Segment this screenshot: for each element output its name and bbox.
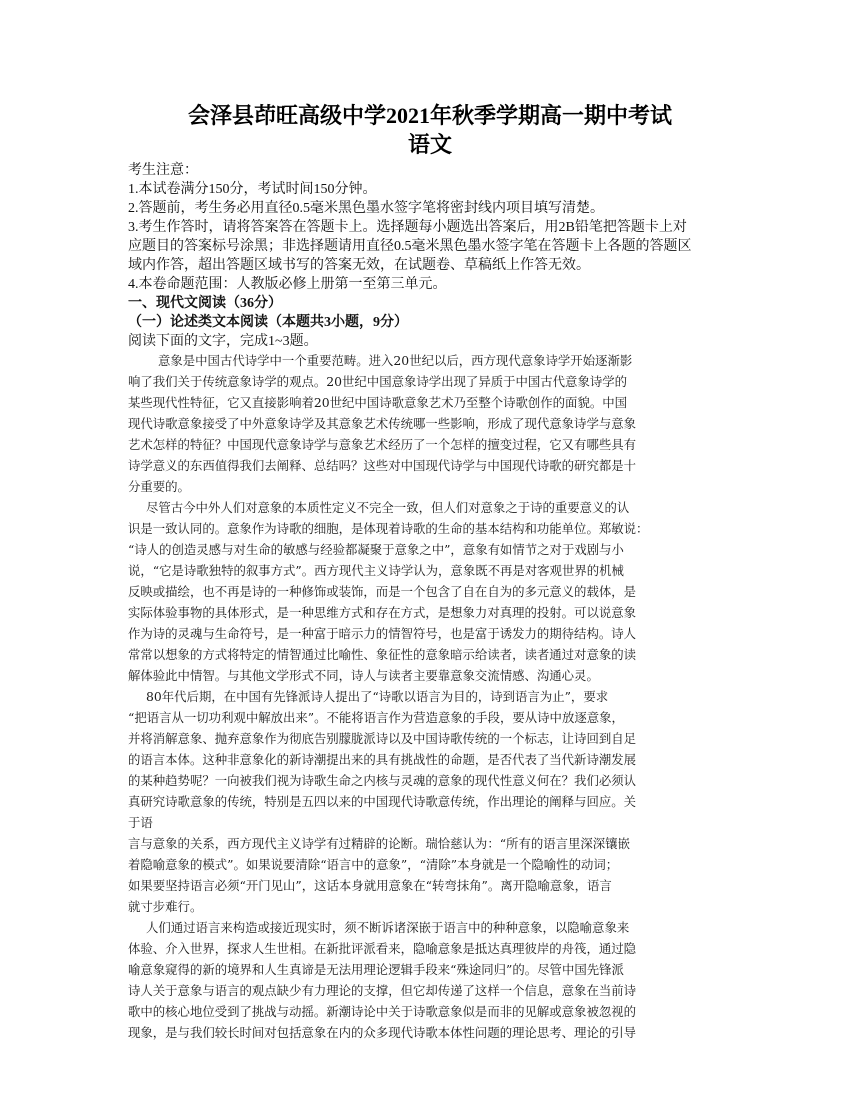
notes-heading: 考生注意：: [128, 163, 198, 178]
passage-line: 现代诗歌意象接受了中外意象诗学及其意象艺术传统哪一些影响，形成了现代意象诗学与意象: [128, 416, 637, 431]
passage-line: 某些现代性特征，它又直接影响着20世纪中国诗歌意象艺术乃至整个诗歌创作的面貌。中国: [128, 395, 628, 410]
subsection-heading: （一）论述类文本阅读（本题共3小题，9分）: [128, 315, 408, 330]
passage-line: “诗人的创造灵感与对生命的敏感与经验都凝聚于意象之中”，意象有如情节之对于戏剧与小: [128, 542, 624, 557]
passage-line: 于语: [128, 815, 153, 830]
note-line: 1.本试卷满分150分，考试时间150分钟。: [128, 182, 377, 197]
passage-line: 解体验此中情智。与其他文学形式不同，诗人与读者主要靠意象交流情感、沟通心灵。: [128, 668, 599, 683]
passage-line: 并将消解意象、抛弃意象作为彻底告别朦胧派诗以及中国诗歌传统的一个标志，让诗回到自足: [128, 731, 637, 746]
passage-line: 作为诗的灵魂与生命符号，是一种富于暗示力的情智符号，也是富于诱发力的期待结构。诗人: [128, 626, 637, 641]
reading-instruction: 阅读下面的文字，完成1~3题。: [128, 334, 318, 349]
exam-title: 会泽县茚旺高级中学2021年秋季学期高一期中考试: [187, 103, 672, 128]
passage-line: 说，“它是诗歌独特的叙事方式”。西方现代主义诗学认为，意象既不再是对客观世界的机械: [128, 563, 624, 578]
passage-line: 尽管古今中外人们对意象的本质性定义不完全一致，但人们对意象之于诗的重要意义的认: [146, 500, 630, 515]
passage-line: 常常以想象的方式将特定的情智通过比喻性、象征性的意象暗示给读者，读者通过对意象的读: [128, 647, 637, 662]
passage-line: 80年代后期，在中国有先锋派诗人提出了“诗歌以语言为目的，诗到语言为止”，要求: [146, 689, 609, 704]
subject-title: 语文: [407, 132, 452, 157]
note-line: 域内作答，超出答题区域书写的答案无效，在试题卷、草稿纸上作答无效。: [128, 258, 590, 273]
passage-line: 就寸步难行。: [128, 899, 203, 914]
passage-line: 意象是中国古代诗学中一个重要范畴。进入20世纪以后，西方现代意象诗学开始逐渐影: [158, 353, 633, 368]
passage-line: 歌中的核心地位受到了挑战与动摇。新潮诗论中关于诗歌意象似是而非的见解或意象被忽视的: [128, 1004, 637, 1019]
passage-line: 言与意象的关系，西方现代主义诗学有过精辟的论断。瑞恰慈认为：“所有的语言里深深镶嵌: [128, 836, 630, 851]
passage-line: 着隐喻意象的模式”。如果说要清除“语言中的意象”，“清除”本身就是一个隐喻性的动词；: [128, 857, 619, 872]
passage-line: 人们通过语言来构造或接近现实时，须不断诉诸深嵌于语言中的种种意象，以隐喻意象来: [146, 920, 630, 935]
note-line: 2.答题前，考生务必用直径0.5毫米黑色墨水签字笔将密封线内项目填写清楚。: [128, 201, 604, 216]
passage-line: 真研究诗歌意象的传统，特别是五四以来的中国现代诗歌意传统，作出理论的阐释与回应。关: [128, 794, 637, 809]
passage-line: 实际体验事物的具体形式，是一种思维方式和存在方式，是想象力对真理的投射。可以说意象: [128, 605, 637, 620]
passage-line: 的某种趋势呢？一向被我们视为诗歌生命之内核与灵魂的意象的现代性意义何在？我们必须认: [128, 773, 637, 788]
passage-line: “把语言从一切功利观中解放出来”。不能将语言作为营造意象的手段，要从诗中放逐意象，: [128, 710, 624, 725]
passage-line: 诗学意义的东西值得我们去阐释、总结吗？这些对中国现代诗学与中国现代诗歌的研究都是十: [128, 458, 637, 473]
passage-line: 体验、介入世界，探求人生世相。在新批评派看来，隐喻意象是抵达真理彼岸的舟筏，通过隐: [128, 941, 637, 956]
section-heading: 一、现代文阅读（36分）: [128, 296, 282, 311]
passage-line: 现象，是与我们较长时间对包括意象在内的众多现代诗歌本体性问题的理论思考、理论的引导: [128, 1025, 637, 1040]
passage-line: 响了我们关于传统意象诗学的观点。20世纪中国意象诗学出现了异质于中国古代意象诗学的: [128, 374, 628, 389]
note-line: 4.本卷命题范围：人教版必修上册第一至第三单元。: [128, 277, 447, 292]
passage-line: 如果要坚持语言必须“开门见山”，这话本身就用意象在“转弯抹角”。离开隐喻意象，语言: [128, 878, 612, 893]
passage-line: 的语言本体。这种非意象化的新诗潮提出来的具有挑战性的命题，是否代表了当代新诗潮发展: [128, 752, 637, 767]
passage-line: 分重要的。: [128, 479, 190, 494]
passage-line: 反映或描绘，也不再是诗的一种修饰或装饰，而是一个包含了自在自为的多元意义的载体，是: [128, 584, 637, 599]
passage-line: 诗人关于意象与语言的观点缺少有力理论的支撑，但它却传递了这样一个信息，意象在当前诗: [128, 983, 637, 998]
passage-line: 识是一致认同的。意象作为诗歌的细胞，是体现着诗歌的生命的基本结构和功能单位。郑敏说：: [128, 521, 649, 536]
note-line: 应题目的答案标号涂黑；非选择题请用直径0.5毫米黑色墨水签字笔在答题卡上各题的答题区: [128, 239, 692, 254]
passage-line: 艺术怎样的特征？中国现代意象诗学与意象艺术经历了一个怎样的擅变过程，它又有哪些具有: [128, 437, 637, 452]
note-line: 3.考生作答时，请将答案答在答题卡上。选择题每小题选出答案后，用2B铅笔把答题卡上对: [128, 220, 687, 235]
passage-line: 喻意象窥得的新的境界和人生真谛是无法用理论逻辑手段来“殊途同归”的。尽管中国先锋派: [128, 962, 624, 977]
